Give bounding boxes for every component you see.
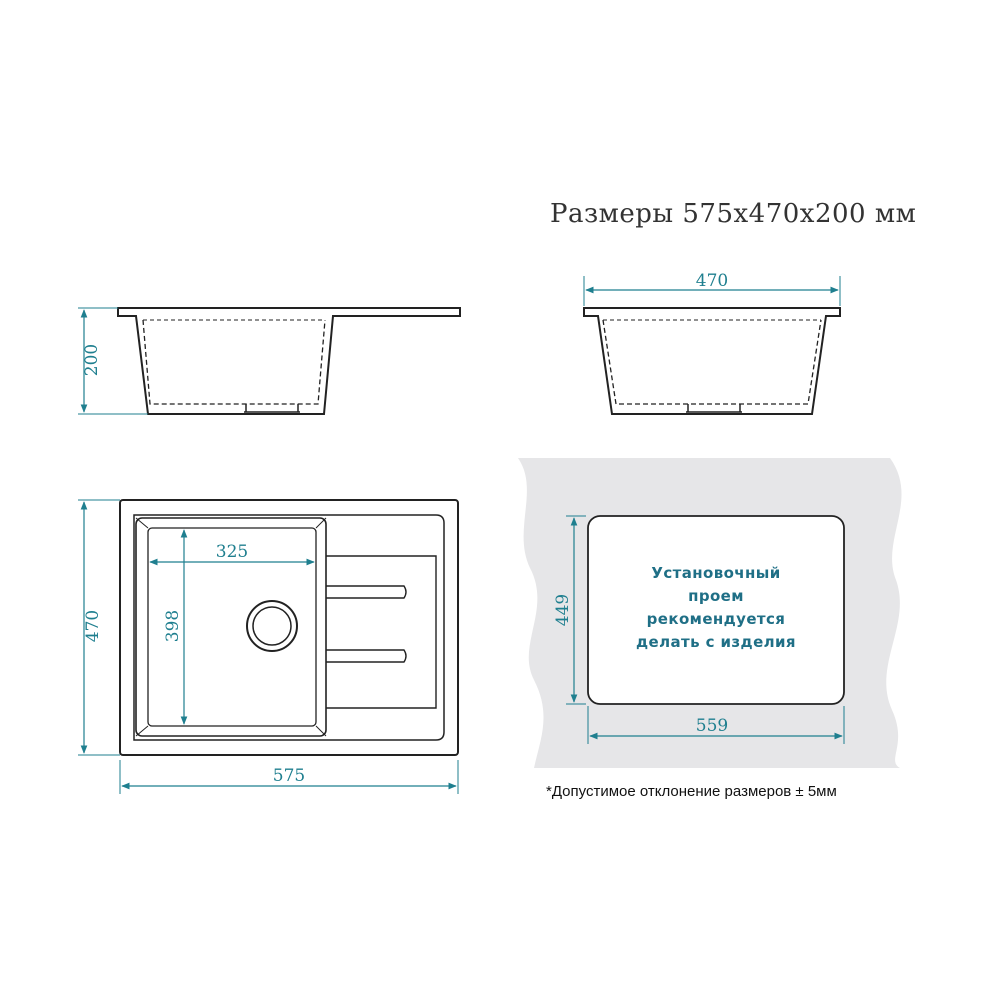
side-view — [118, 308, 460, 414]
drainboard-rib-top — [326, 586, 406, 598]
front-view-drain — [686, 404, 742, 412]
bowl-height-dimension — [163, 530, 184, 724]
drawing-title: Размеры 575х470х200 мм — [550, 199, 917, 229]
side-view-outline — [118, 308, 460, 414]
cutout-width-label: 559 — [695, 716, 729, 736]
tolerance-note: *Допустимое отклонение размеров ± 5мм — [546, 783, 837, 800]
bowl-corner-br — [316, 726, 326, 736]
cutout-text-line-4: делать с изделия — [636, 633, 796, 651]
bowl-corner-tr — [316, 518, 326, 528]
drain-outer-circle — [247, 601, 297, 651]
front-view — [584, 308, 840, 414]
front-view-outline — [584, 308, 840, 414]
top-width-dimension — [120, 760, 458, 794]
top-height-label: 470 — [83, 609, 103, 643]
bowl-height-label: 398 — [163, 609, 183, 643]
side-view-drain — [244, 404, 300, 412]
cutout-height-label: 449 — [553, 593, 573, 627]
drainboard-rib-bottom — [326, 650, 406, 662]
front-width-dimension — [584, 271, 840, 306]
front-width-label: 470 — [695, 271, 729, 291]
bowl-width-dimension — [150, 542, 314, 562]
cutout-text-line-1: Установочный — [651, 564, 781, 582]
bowl-corner-tl — [136, 518, 148, 528]
bowl-corner-bl — [136, 726, 148, 736]
bowl-width-label: 325 — [215, 542, 249, 562]
side-height-label: 200 — [82, 343, 102, 377]
front-view-inner-dashed — [603, 320, 821, 404]
top-height-dimension — [78, 500, 120, 755]
drainboard-outline — [326, 556, 436, 708]
cutout-text-line-3: рекомендуется — [646, 610, 786, 628]
side-view-inner-dashed — [143, 320, 325, 404]
cutout-text-line-2: проем — [688, 587, 744, 605]
drain-inner-circle — [253, 607, 291, 645]
top-width-label: 575 — [272, 766, 306, 786]
